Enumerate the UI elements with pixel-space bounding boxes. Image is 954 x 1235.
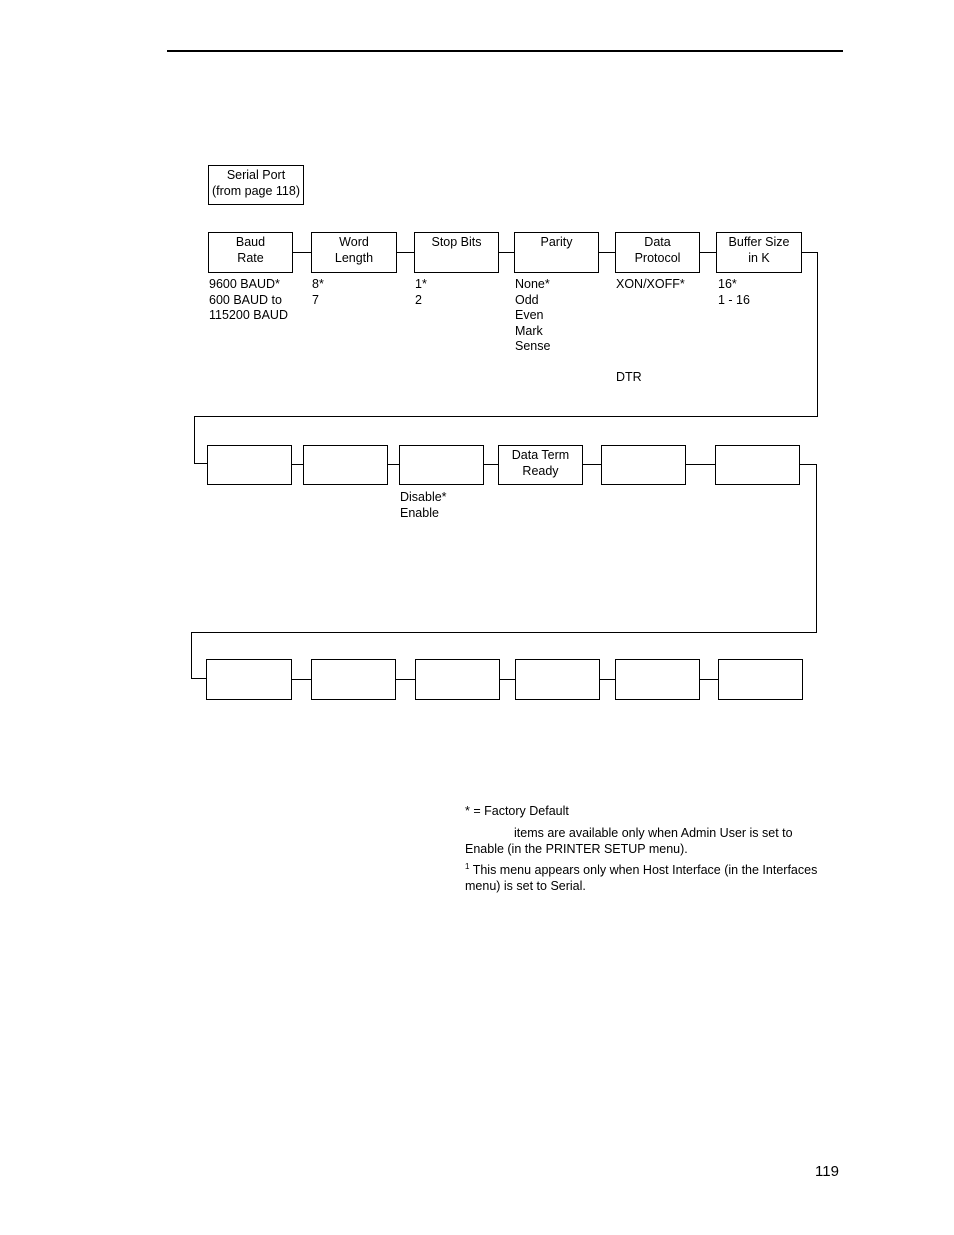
- serial-port-source: (from page 118): [211, 184, 300, 198]
- connector: [699, 679, 718, 680]
- connector: [598, 252, 615, 253]
- footnote: [465, 863, 825, 894]
- word-length-box: [311, 232, 397, 273]
- menu-box: [718, 659, 803, 700]
- option: 115200 BAUD: [209, 308, 288, 322]
- data-term-ready-box: [498, 445, 583, 485]
- data-term-ready-label-1: Data Term: [511, 448, 570, 462]
- option: 600 BAUD to: [209, 292, 282, 307]
- menu-box: [601, 445, 686, 485]
- header-rule: [167, 50, 843, 52]
- baud-rate-label-2: Rate: [237, 251, 264, 265]
- option: 7: [312, 292, 319, 307]
- admin-note: [465, 826, 825, 857]
- box3-options: [400, 490, 447, 521]
- data-protocol-label-2: Protocol: [634, 251, 681, 265]
- menu-box: [715, 445, 800, 485]
- option: Enable: [400, 505, 439, 520]
- connector: [292, 252, 311, 253]
- connector: [291, 679, 311, 680]
- admin-note-text: items are available only when Admin User is set to Enable (in the PRINTER SETUP menu).: [465, 826, 793, 856]
- baud-rate-box: [208, 232, 293, 273]
- connector: [499, 679, 515, 680]
- option: Even: [515, 308, 544, 322]
- word-length-label-2: Length: [334, 251, 374, 265]
- connector: [395, 679, 415, 680]
- menu-box: [515, 659, 600, 700]
- baud-rate-options: [209, 277, 288, 324]
- data-protocol-box: [615, 232, 700, 273]
- menu-box: [207, 445, 292, 485]
- menu-box: [303, 445, 388, 485]
- option: 1 - 16: [718, 292, 750, 307]
- connector: [817, 252, 818, 417]
- footnote-text: This menu appears only when Host Interface (in the Interfaces menu) is set to Serial.: [465, 863, 818, 893]
- factory-default-note: * = Factory Default: [465, 804, 569, 818]
- parity-box: [514, 232, 599, 273]
- connector: [191, 632, 817, 633]
- menu-box: [399, 445, 484, 485]
- option: Sense: [515, 339, 551, 353]
- connector: [498, 252, 514, 253]
- connector: [685, 464, 716, 465]
- connector: [801, 252, 818, 253]
- option: XON/XOFF*: [616, 277, 685, 291]
- option: Disable*: [400, 490, 447, 504]
- connector: [291, 464, 303, 465]
- baud-rate-label-1: Baud: [235, 235, 266, 249]
- buffer-size-box: [716, 232, 802, 273]
- data-protocol-label-1: Data: [644, 235, 671, 249]
- connector: [191, 632, 192, 679]
- connector: [599, 679, 615, 680]
- buffer-size-options: [718, 277, 750, 308]
- data-protocol-options: [616, 277, 685, 293]
- buffer-size-label-1: Buffer Size: [728, 235, 790, 249]
- parity-label: Parity: [540, 235, 573, 249]
- connector: [194, 416, 818, 417]
- option: Odd: [515, 292, 539, 307]
- connector: [483, 464, 498, 465]
- connector: [387, 464, 399, 465]
- stop-bits-options: [415, 277, 427, 308]
- parity-options: [515, 277, 550, 355]
- option: Mark: [515, 323, 543, 338]
- page-number: 119: [815, 1163, 839, 1180]
- word-length-options: [312, 277, 324, 308]
- serial-port-box: [208, 165, 304, 205]
- connector: [191, 678, 206, 679]
- option: 8*: [312, 277, 324, 291]
- connector: [194, 463, 208, 464]
- option: 16*: [718, 277, 737, 291]
- connector: [582, 464, 601, 465]
- data-term-ready-label-2: Ready: [522, 464, 559, 478]
- option: None*: [515, 277, 550, 291]
- buffer-size-label-2: in K: [748, 251, 770, 265]
- serial-port-title: Serial Port: [226, 168, 286, 182]
- connector: [816, 464, 817, 633]
- stop-bits-box: [414, 232, 499, 273]
- option: DTR: [616, 370, 642, 384]
- option: 2: [415, 292, 422, 307]
- option: 9600 BAUD*: [209, 277, 280, 291]
- menu-box: [415, 659, 500, 700]
- data-protocol-extra-option: [616, 370, 642, 386]
- option: 1*: [415, 277, 427, 291]
- stop-bits-label: Stop Bits: [431, 235, 482, 249]
- connector: [194, 416, 195, 464]
- connector: [396, 252, 415, 253]
- word-length-label-1: Word: [339, 235, 369, 249]
- connector: [699, 252, 716, 253]
- menu-box: [311, 659, 396, 700]
- connector: [799, 464, 817, 465]
- menu-box: [206, 659, 292, 700]
- menu-box: [615, 659, 700, 700]
- footnote-mark: 1: [465, 861, 470, 871]
